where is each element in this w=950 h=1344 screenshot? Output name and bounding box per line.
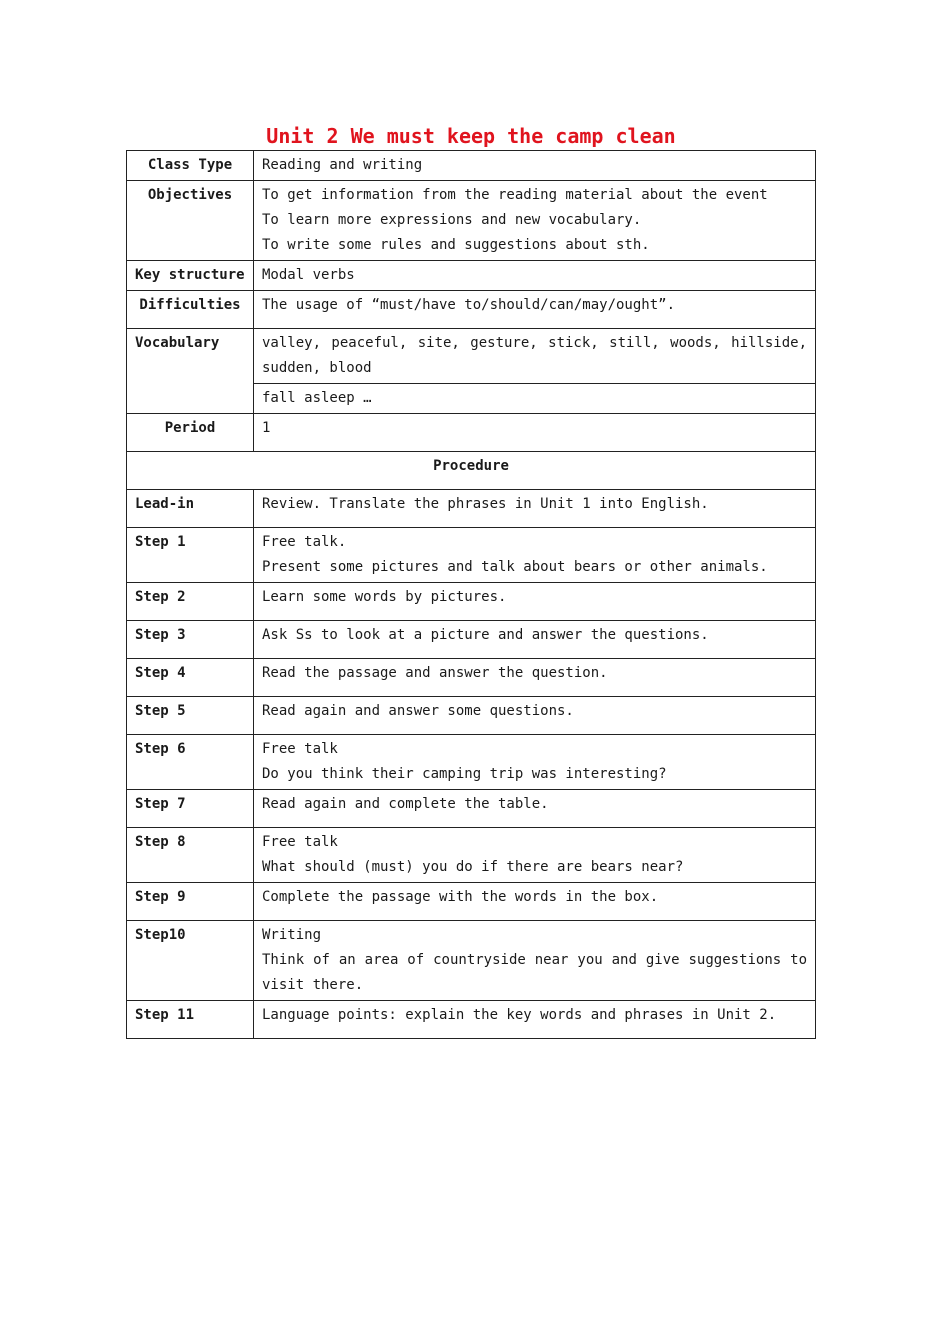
vocabulary-label: Vocabulary bbox=[127, 329, 254, 414]
step-row bbox=[127, 490, 816, 528]
step-line: Read again and answer some questions. bbox=[262, 703, 574, 719]
period-label: Period bbox=[127, 414, 254, 452]
step-line: Present some pictures and talk about bears or other animals. bbox=[262, 559, 768, 575]
step-line: Read again and complete the table. bbox=[262, 796, 549, 812]
step-line: Free talk. bbox=[262, 534, 347, 550]
vocabulary-row bbox=[127, 329, 816, 384]
step-row bbox=[127, 921, 816, 1001]
objectives-value bbox=[254, 181, 816, 261]
step-row bbox=[127, 621, 816, 659]
step-line: Complete the passage with the words in the box. bbox=[262, 889, 659, 905]
step-row bbox=[127, 1001, 816, 1039]
step-label: Step 4 bbox=[127, 659, 254, 697]
step-content bbox=[254, 528, 816, 583]
step-row bbox=[127, 697, 816, 735]
class-type-value: Reading and writing bbox=[254, 151, 816, 181]
step-line: Do you think their camping trip was interesting? bbox=[262, 766, 667, 782]
step-label: Step 11 bbox=[127, 1001, 254, 1039]
key-structure-value: Modal verbs bbox=[254, 261, 816, 291]
class-type-label: Class Type bbox=[127, 151, 254, 181]
step-label: Step 3 bbox=[127, 621, 254, 659]
step-label: Step 8 bbox=[127, 828, 254, 883]
step-row bbox=[127, 659, 816, 697]
step-content bbox=[254, 883, 816, 921]
key-structure-label: Key structure bbox=[127, 261, 254, 291]
step-label: Step 6 bbox=[127, 735, 254, 790]
step-line: Think of an area of countryside near you and give suggestions to visit there. bbox=[262, 952, 807, 993]
difficulties-row bbox=[127, 291, 816, 329]
step-content bbox=[254, 490, 816, 528]
step-line: Read the passage and answer the question. bbox=[262, 665, 608, 681]
objectives-row bbox=[127, 181, 816, 261]
step-line: What should (must) you do if there are bears near? bbox=[262, 859, 684, 875]
period-row bbox=[127, 414, 816, 452]
objective-line: To learn more expressions and new vocabulary. bbox=[262, 212, 642, 228]
step-line: Free talk bbox=[262, 834, 338, 850]
step-line: Review. Translate the phrases in Unit 1 into English. bbox=[262, 496, 709, 512]
step-content bbox=[254, 1001, 816, 1039]
step-label: Lead-in bbox=[127, 490, 254, 528]
step-line: Ask Ss to look at a picture and answer the questions. bbox=[262, 627, 709, 643]
objectives-label: Objectives bbox=[127, 181, 254, 261]
procedure-heading-row bbox=[127, 452, 816, 490]
step-row bbox=[127, 583, 816, 621]
step-line: Writing bbox=[262, 927, 322, 943]
difficulties-label: Difficulties bbox=[127, 291, 254, 329]
objective-line: To get information from the reading material about the event bbox=[262, 187, 768, 203]
vocabulary-words: valley, peaceful, site, gesture, stick, still, woods, hillside, sudden, blood bbox=[254, 329, 816, 384]
step-row bbox=[127, 883, 816, 921]
step-content bbox=[254, 697, 816, 735]
period-value: 1 bbox=[254, 414, 816, 452]
step-label: Step 7 bbox=[127, 790, 254, 828]
step-line: Learn some words by pictures. bbox=[262, 589, 507, 605]
step-content bbox=[254, 659, 816, 697]
step-line: Free talk bbox=[262, 741, 338, 757]
step-content bbox=[254, 790, 816, 828]
step-content bbox=[254, 921, 816, 1001]
step-line: Language points: explain the key words and phrases in Unit 2. bbox=[262, 1007, 777, 1023]
lesson-plan-table bbox=[126, 150, 816, 1039]
vocabulary-phrases: fall asleep … bbox=[254, 384, 816, 414]
step-content bbox=[254, 583, 816, 621]
step-label: Step 2 bbox=[127, 583, 254, 621]
step-row bbox=[127, 528, 816, 583]
step-row bbox=[127, 828, 816, 883]
objective-line: To write some rules and suggestions about sth. bbox=[262, 237, 650, 253]
procedure-heading: Procedure bbox=[127, 452, 816, 490]
step-label: Step 9 bbox=[127, 883, 254, 921]
step-label: Step 1 bbox=[127, 528, 254, 583]
step-row bbox=[127, 735, 816, 790]
step-label: Step 5 bbox=[127, 697, 254, 735]
step-content bbox=[254, 735, 816, 790]
step-content bbox=[254, 828, 816, 883]
difficulties-value: The usage of “must/have to/should/can/may/ought”. bbox=[254, 291, 816, 329]
step-label: Step10 bbox=[127, 921, 254, 1001]
step-row bbox=[127, 790, 816, 828]
step-content bbox=[254, 621, 816, 659]
key-structure-row bbox=[127, 261, 816, 291]
document-title: Unit 2 We must keep the camp clean bbox=[266, 124, 676, 148]
class-type-row bbox=[127, 151, 816, 181]
